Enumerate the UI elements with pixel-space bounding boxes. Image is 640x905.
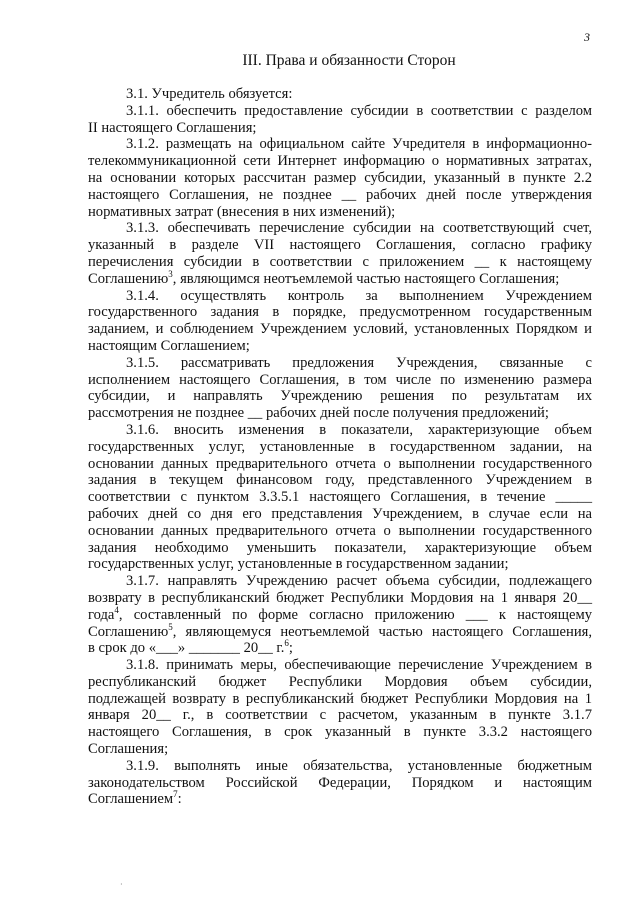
text-line: января 20__ г., в соответствии с расчетом, указанным в пункте 3.1.7	[88, 707, 592, 724]
page-number: 3	[584, 30, 590, 44]
clause-3-1-5	[88, 355, 592, 422]
text-line: государственного задания в порядке, предусмотренном государственным	[88, 304, 592, 321]
clause-3-1-7	[88, 573, 592, 657]
text-line: 3.1.7. направлять Учреждению расчет объема субсидии, подлежащего	[126, 573, 592, 590]
text-line: государственных услуг, установленные в государственном задании, на	[88, 438, 592, 455]
text-line: 3.1.8. принимать меры, обеспечивающие перечисление Учреждением в	[126, 657, 592, 674]
text-line: исполнением настоящего Соглашения, в том числе по изменению размера	[88, 371, 592, 388]
text-line: 3.1.9. выполнять иные обязательства, установленные бюджетным	[126, 757, 592, 774]
text-line: задания необходимо уменьшить показатели, характеризующие объем	[88, 539, 592, 556]
text-line: заданием, и соблюдением Учреждением условий, установленных Порядком и	[88, 321, 592, 338]
clause-3-1-9	[88, 758, 592, 808]
text-line: основании данных предварительного отчета о выполнении государственного	[88, 522, 592, 539]
section-heading: III. Права и обязанности Сторон	[242, 52, 456, 69]
document-body	[88, 51, 592, 808]
text-line: 3.1.2. размещать на официальном сайте Учредителя в информационно-	[126, 136, 592, 153]
scan-speck: ·	[120, 880, 123, 889]
text-line: настоящего Соглашения, в срок указанный в пункте 3.3.2 настоящего	[88, 724, 592, 741]
text-line: Соглашению$^3$, являющимся неотъемлемой частью настоящего Соглашения;	[88, 268, 560, 287]
text-line: рассмотрения не позднее __ рабочих дней после получения предложений;	[88, 405, 549, 422]
text-line: субсидии, и направлять Учреждению решения по результатам их	[88, 388, 592, 405]
text-line: указанный в разделе VII настоящего Соглашения, согласно графику	[88, 237, 592, 254]
text-line: телекоммуникационной сети Интернет информацию о нормативных затратах,	[88, 153, 592, 170]
text-line: 3.1.4. осуществлять контроль за выполнением Учреждением	[126, 287, 592, 304]
text-line: республиканский бюджет Республики Мордовия объем субсидии,	[88, 673, 592, 690]
clause-3-1	[88, 86, 592, 103]
clause-3-1-8	[88, 657, 592, 758]
text-line: задания в текущем финансовом году, представленного Учреждением в	[88, 472, 592, 489]
text-line: 3.1.6. вносить изменения в показатели, характеризующие объем	[126, 421, 592, 438]
text-line: 3.1.3. обеспечивать перечисление субсидии на соответствующий счет,	[126, 220, 592, 237]
text-line: подлежащей возврату в республиканский бюджет Республики Мордовия на 1	[88, 690, 592, 707]
clause-3-1-4	[88, 288, 592, 355]
clause-3-1-1	[88, 103, 592, 137]
footnote-ref: 3	[168, 268, 173, 279]
footnote-ref: 5	[168, 621, 173, 632]
text-line: настоящим Соглашением;	[88, 337, 250, 354]
text-line: законодательством Российской Федерации, Порядком и настоящим	[88, 774, 592, 791]
text-line: 3.1. Учредитель обязуется:	[126, 86, 293, 102]
text-line: 3.1.5. рассматривать предложения Учреждения, связанные с	[126, 354, 592, 371]
clause-3-1-6	[88, 422, 592, 573]
text-line: возврату в республиканский бюджет Республики Мордовия на 1 января 20__	[88, 589, 592, 606]
text-line: в срок до «___» _______ 20__ г.$^6$;	[88, 638, 293, 657]
paragraph-list	[88, 86, 592, 808]
clause-3-1-2	[88, 136, 592, 220]
text-line: соответствии с пунктом 3.3.5.1 настоящего Соглашения, в течение _____	[88, 489, 592, 506]
footnote-ref: 7	[173, 789, 178, 800]
text-line: Соглашению$^5$, являющемуся неотъемлемой частью настоящего Соглашения,	[88, 621, 592, 640]
text-line: года$^4$, составленный по форме согласно приложению ___ к настоящему	[88, 604, 592, 623]
footnote-ref: 4	[114, 604, 119, 615]
text-line: Соглашения;	[88, 741, 169, 758]
text-line: на основании которых рассчитан размер субсидии, указанный в пункте 2.2	[88, 169, 592, 186]
text-line: Соглашением$^7$:	[88, 789, 182, 808]
footnote-ref: 6	[284, 638, 289, 649]
text-line: основании данных предварительного отчета о выполнении государственного	[88, 455, 592, 472]
text-line: перечисления субсидии в соответствии с приложением __ к настоящему	[88, 253, 592, 270]
clause-3-1-3	[88, 220, 592, 287]
text-line: II настоящего Соглашения;	[88, 119, 257, 136]
text-line: настоящего Соглашения, не позднее __ рабочих дней после утверждения	[88, 186, 592, 203]
text-line: государственных услуг, установленные в государственном задании;	[88, 556, 509, 573]
text-line: рабочих дней со дня его представления Учреждением, в случае если на	[88, 505, 592, 522]
text-line: нормативных затрат (внесения в них изменений);	[88, 203, 396, 220]
text-line: 3.1.1. обеспечить предоставление субсидии в соответствии с разделом	[126, 102, 592, 119]
